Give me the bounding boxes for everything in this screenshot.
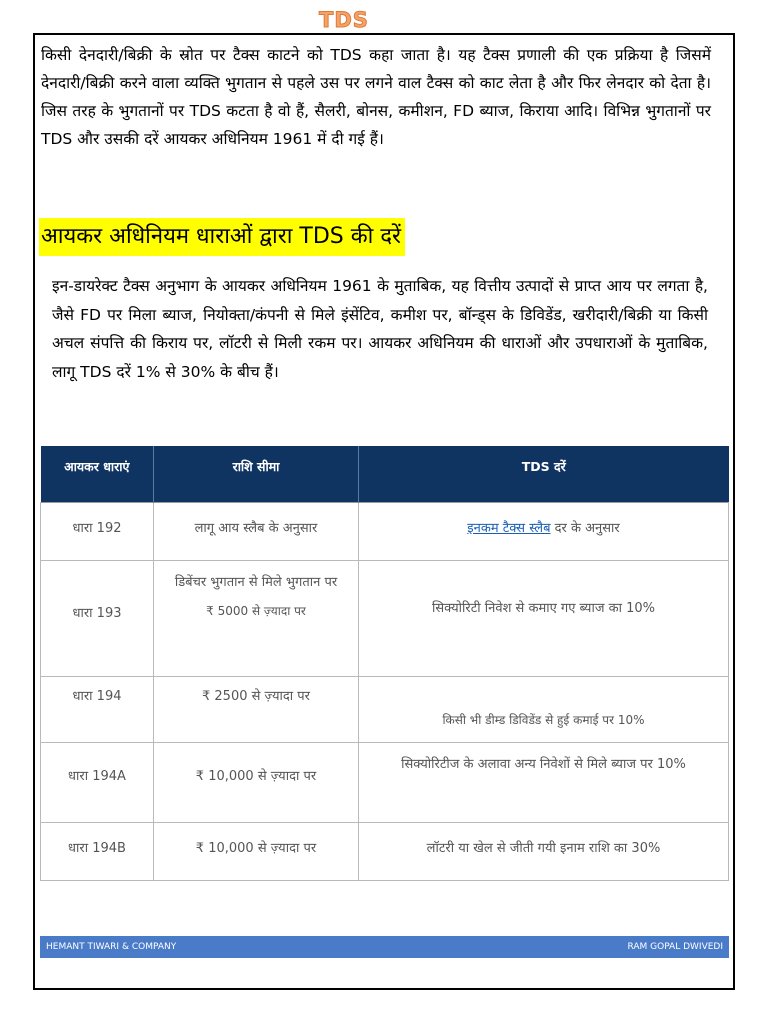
section-heading: आयकर अधिनियम धाराओं द्वारा TDS की दरें <box>39 218 405 256</box>
footer-left-text: HEMANT TIWARI & COMPANY <box>46 942 177 952</box>
cell-rate: किसी भी डीम्ड डिविडेंड से हुई कमाई पर 10% <box>359 676 729 742</box>
cell-rate <box>359 502 729 560</box>
cell-section: धारा 194A <box>41 742 154 822</box>
cell-section: धारा 194B <box>41 822 154 880</box>
cell-limit: ₹ 10,000 से ज़्यादा पर <box>154 822 359 880</box>
footer-bar <box>40 936 729 958</box>
table-row <box>41 676 729 742</box>
income-tax-slab-link[interactable]: इनकम टैक्स स्लैब <box>467 520 551 536</box>
table-row <box>41 742 729 822</box>
cell-limit <box>154 560 359 676</box>
cell-section: धारा 192 <box>41 502 154 560</box>
cell-rate: सिक्योरिटीज के अलावा अन्य निवेशों से मिले ब्याज पर 10% <box>359 742 729 822</box>
document-title: TDS <box>319 8 369 32</box>
cell-limit: ₹ 10,000 से ज़्यादा पर <box>154 742 359 822</box>
cell-section: धारा 193 <box>41 560 154 676</box>
footer-right-text: RAM GOPAL DWIVEDI <box>627 942 723 952</box>
cell-limit: ₹ 2500 से ज़्यादा पर <box>154 676 359 742</box>
table-header-row <box>41 446 729 502</box>
cell-rate-text: दर के अनुसार <box>550 520 620 536</box>
cell-rate: लॉटरी या खेल से जीती गयी इनाम राशि का 30% <box>359 822 729 880</box>
cell-section: धारा 194 <box>41 676 154 742</box>
cell-limit: लागू आय स्लैब के अनुसार <box>154 502 359 560</box>
header-limit: राशि सीमा <box>154 446 359 502</box>
cell-limit-subtext: ₹ 5000 से ज़्यादा पर <box>206 603 306 618</box>
table-row <box>41 560 729 676</box>
intro-paragraph: किसी देनदारी/बिक्री के स्रोत पर टैक्स काटने को TDS कहा जाता है। यह टैक्स प्रणाली की एक प्रक्रिया है जिसमें देनदारी/बिक्री करने वाला व्यक्ति भुगतान से पहले उस पर लगने वाल टैक्स को काट लेता है और फिर लेनदार को देता है। जिस तरह के भुगतानों पर TDS कटता है वो हैं, सैलरी, बोनस, कमीशन, FD ब्याज, किराया आदि। विभिन्न भुगतानों पर TDS और उसकी दरें आयकर अधिनियम 1961 में दी गई हैं। <box>41 46 711 148</box>
body-paragraph: इन-डायरेक्ट टैक्स अनुभाग के आयकर अधिनियम 1961 के मुताबिक, यह वित्तीय उत्पादों से प्राप्त आय पर लगता है, जैसे FD पर मिला ब्याज, नियोक्ता/कंपनी से मिले इंसेंटिव, कमीश पर, बॉन्ड्स के डिविडेंड, खरीदारी/बिक्री या किसी अचल संपत्ति की किराय पर, लॉटरी से मिली रकम पर। आयकर अधिनियम की धाराओं और उपधाराओं के मुताबिक, लागू TDS दरें 1% से 30% के बीच हैं। <box>52 277 708 381</box>
header-rate: TDS दरें <box>359 446 729 502</box>
cell-rate: सिक्योरिटी निवेश से कमाए गए ब्याज का 10% <box>359 560 729 676</box>
tds-rates-table <box>40 446 729 881</box>
header-section: आयकर धाराएं <box>41 446 154 502</box>
cell-limit-text: डिबेंचर भुगतान से मिले भुगतान पर <box>174 574 338 590</box>
table-row <box>41 822 729 880</box>
table-row <box>41 502 729 560</box>
